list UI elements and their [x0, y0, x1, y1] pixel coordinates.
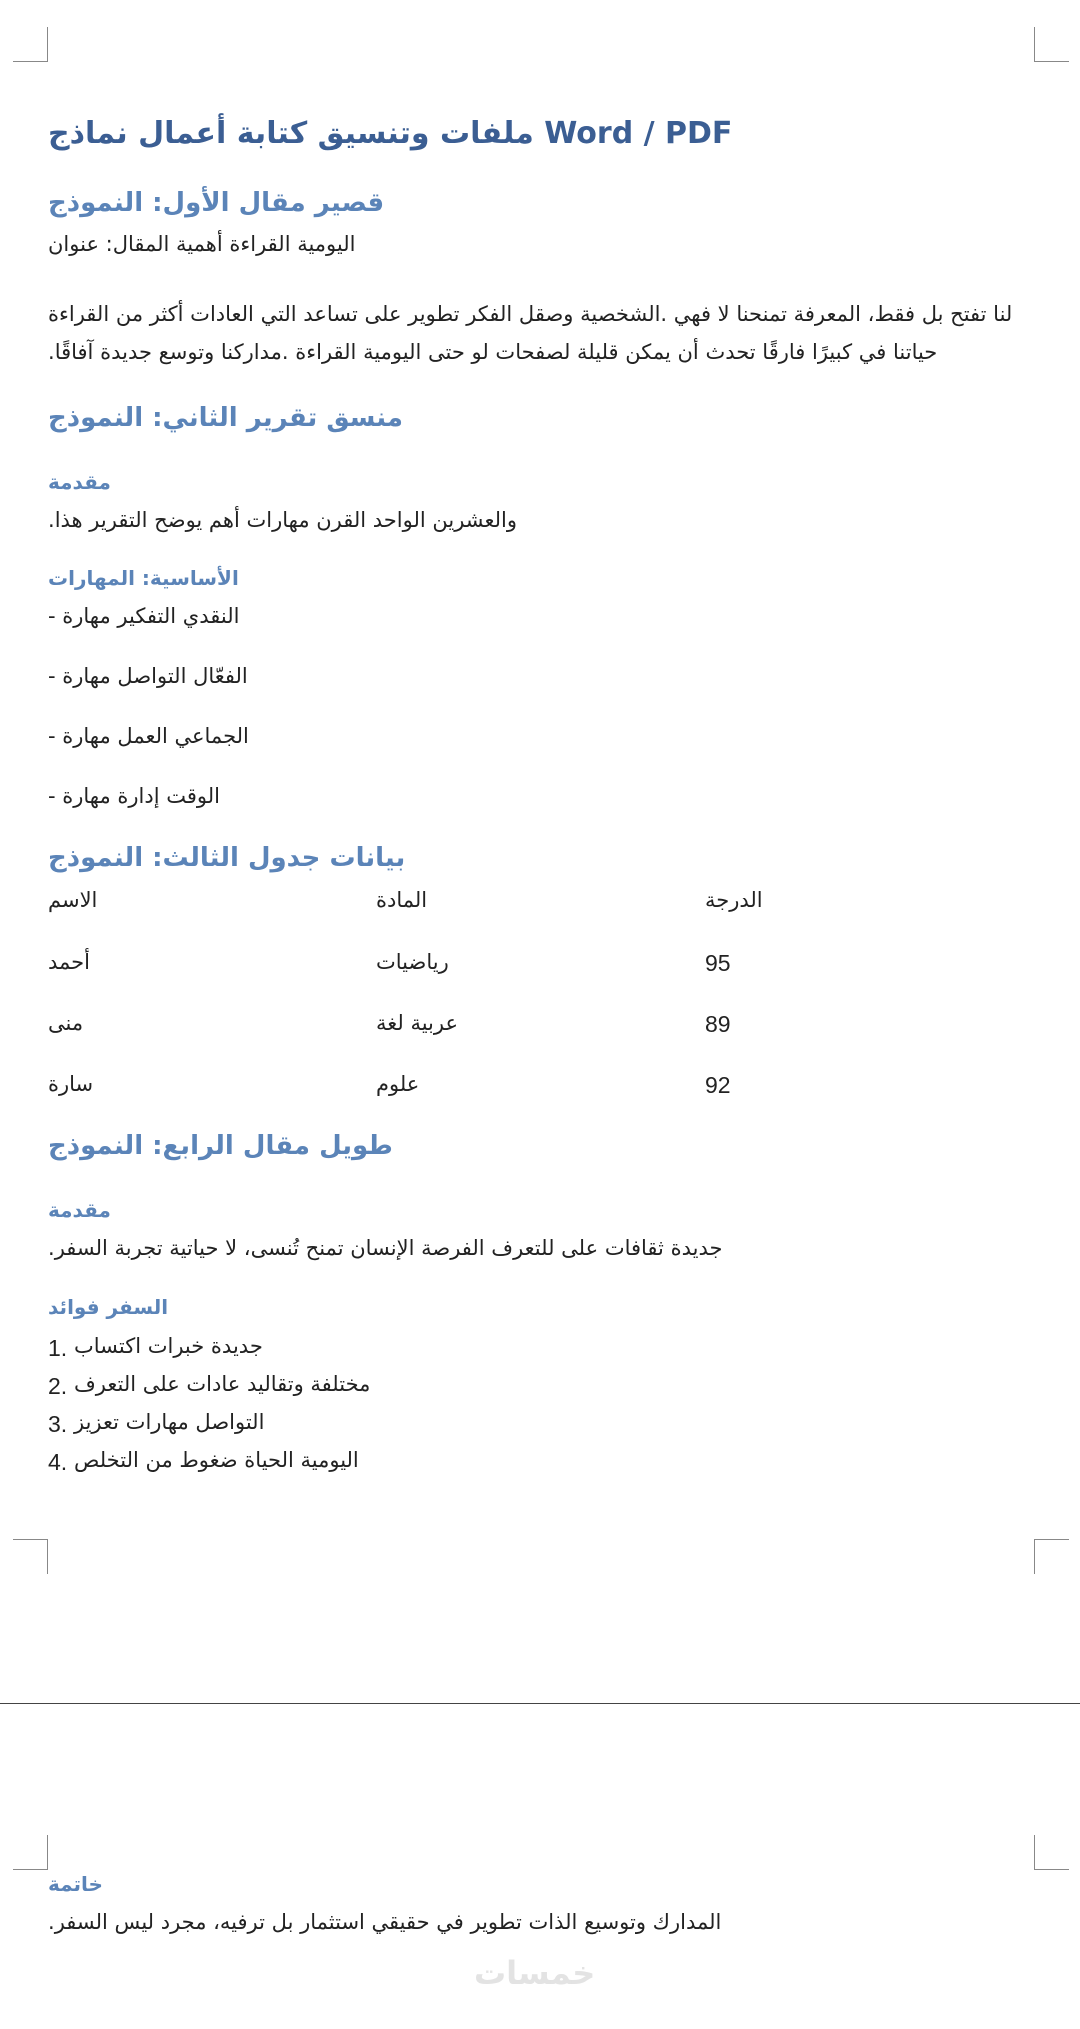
model4-intro-text: .جديدة ثقافات على للتعرف الفرصة الإنسان تمنح تُنسى، لا حياتية تجربة السفر [48, 1236, 723, 1260]
table-cell-name: سارة [48, 1072, 94, 1096]
model4-benefits-heading: السفر فوائد [48, 1295, 169, 1319]
benefit-item: اليومية الحياة ضغوط من التخلص [74, 1448, 359, 1472]
crop-mark-top-right [1034, 1835, 1069, 1870]
khamsat-watermark: خمسات [474, 1954, 596, 1992]
conclusion-text: .المدارك وتوسيع الذات تطوير في حقيقي استثمار بل ترفيه، مجرد ليس السفر [48, 1910, 722, 1934]
table-header-subject: المادة [376, 888, 428, 912]
table-cell-name: أحمد [48, 950, 90, 974]
crop-mark-top-left [13, 1835, 48, 1870]
model2-intro-text: .والعشرين الواحد القرن مهارات أهم يوضح التقرير هذا [48, 508, 518, 532]
conclusion-heading: خاتمة [48, 1872, 103, 1896]
table-cell-subject: رياضيات [376, 950, 449, 974]
benefit-number: 2. [48, 1373, 68, 1399]
crop-mark-top-left [13, 27, 48, 62]
benefit-item: التواصل مهارات تعزيز [74, 1410, 265, 1434]
crop-mark-bottom-left [13, 1539, 48, 1574]
benefit-number: 1. [48, 1335, 68, 1361]
table-cell-subject: علوم [376, 1072, 420, 1096]
model2-intro-heading: مقدمة [48, 470, 111, 494]
benefit-number: 3. [48, 1411, 68, 1437]
model1-heading: قصير مقال الأول: النموذج [48, 188, 385, 218]
skill-item: - النقدي التفكير مهارة [48, 604, 240, 628]
crop-mark-top-right [1034, 27, 1069, 62]
table-cell-name: منى [48, 1011, 84, 1035]
model4-heading: طويل مقال الرابع: النموذج [48, 1131, 393, 1161]
model4-intro-heading: مقدمة [48, 1198, 111, 1222]
model1-paragraph-line2: .حياتنا في كبيرًا فارقًا تحدث أن يمكن قليلة لصفحات لو حتى اليومية القراءة .مداركنا وتوسع جديدة آفاقًا [48, 340, 938, 364]
model3-heading: بيانات جدول الثالث: النموذج [48, 843, 406, 873]
model1-subtitle: اليومية القراءة أهمية المقال: عنوان [48, 232, 356, 256]
document-title: ملفات وتنسيق كتابة أعمال نماذج Word / PDF [48, 116, 733, 151]
table-cell-grade: 89 [705, 1011, 731, 1037]
table-cell-subject: عربية لغة [376, 1011, 459, 1035]
table-cell-grade: 95 [705, 950, 731, 976]
table-header-name: الاسم [48, 888, 98, 912]
benefit-item: جديدة خبرات اكتساب [74, 1334, 263, 1358]
model2-heading: منسق تقرير الثاني: النموذج [48, 403, 403, 433]
skill-item: - الفعّال التواصل مهارة [48, 664, 248, 688]
table-header-grade: الدرجة [705, 888, 763, 912]
crop-mark-bottom-right [1034, 1539, 1069, 1574]
skill-item: - الوقت إدارة مهارة [48, 784, 220, 808]
benefit-item: مختلفة وتقاليد عادات على التعرف [74, 1372, 371, 1396]
model1-paragraph-line1: لنا تفتح بل فقط، المعرفة تمنحنا لا فهي .الشخصية وصقل الفكر تطوير على تساعد التي العادات أكثر من القراءة [48, 302, 1013, 326]
benefit-number: 4. [48, 1449, 68, 1475]
skill-item: - الجماعي العمل مهارة [48, 724, 249, 748]
model2-skills-heading: الأساسية: المهارات [48, 566, 239, 590]
table-cell-grade: 92 [705, 1072, 731, 1098]
document-page-2 [0, 1704, 1080, 2029]
